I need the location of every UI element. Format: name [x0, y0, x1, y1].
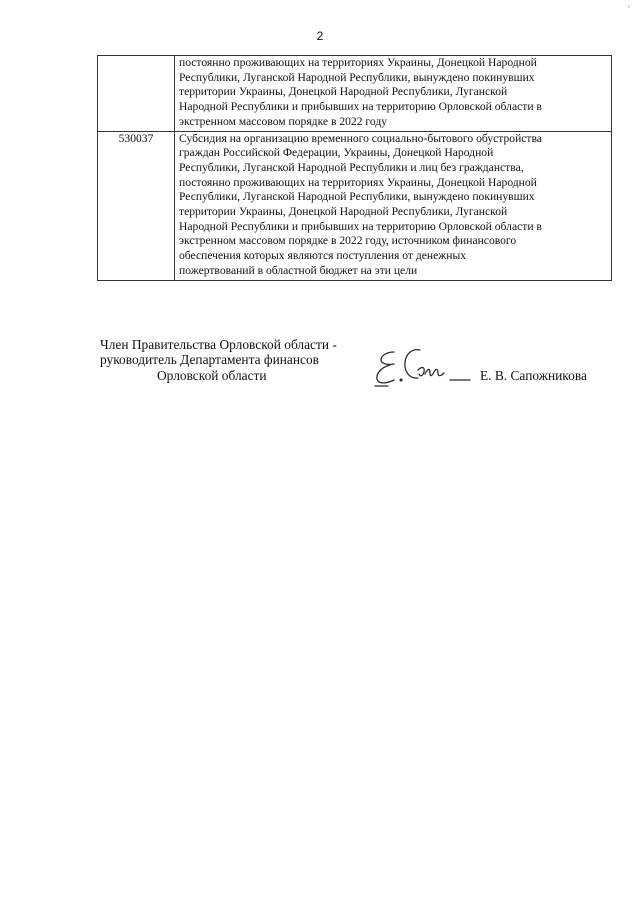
signatory-title [100, 337, 337, 383]
description-line: постоянно проживающих на территориях Украины, Донецкой Народной [179, 56, 537, 69]
description-line: Субсидия на организацию временного социально-бытового обустройства [179, 131, 542, 145]
description-line: Народной Республики и прибывших на территорию Орловской области в [179, 219, 542, 233]
handwritten-signature [372, 346, 472, 390]
description-line: экстренном массовом порядке в 2022 году [179, 114, 388, 128]
description-line: граждан Российской Федерации, Украины, Донецкой Народной [179, 146, 494, 160]
description-line: территории Украины, Донецкой Народной Республики, Луганской [179, 85, 508, 99]
description-line: Народной Республики и прибывших на территорию Орловской области в [179, 100, 542, 114]
description-line: Республики, Луганской Народной Республики, вынуждено покинувших [179, 70, 535, 84]
description-line: экстренном массовом порядке в 2022 году, источником финансового [179, 234, 517, 248]
signer-name: Е. В. Сапожникова [480, 368, 587, 383]
table-row [98, 56, 612, 132]
description-cell [175, 131, 612, 280]
description-line: пожертвований в областной бюджет на эти цели [179, 263, 418, 277]
description-cell [175, 56, 612, 132]
budget-code-table [97, 55, 612, 281]
description-line: территории Украины, Донецкой Народной Республики, Луганской [179, 205, 508, 219]
code-cell [98, 56, 175, 132]
description-line: обеспечения которых являются поступления от денежных [179, 249, 467, 263]
signatory-title-line: Член Правительства Орловской области - [100, 337, 337, 352]
page-number: 2 [316, 29, 324, 43]
signatory-title-line: руководитель Департамента финансов [100, 352, 319, 368]
description-line: Республики, Луганской Народной Республики и лиц без гражданства, [179, 160, 524, 174]
description-line: Республики, Луганской Народной Республики, вынуждено покинувших [179, 190, 535, 204]
description-line: постоянно проживающих на территориях Украины, Донецкой Народной [179, 175, 537, 189]
signatory-title-line: Орловской области [157, 367, 267, 383]
code-cell: 530037 [98, 131, 175, 280]
scan-mark: ' [628, 4, 630, 14]
table-row [98, 131, 612, 280]
